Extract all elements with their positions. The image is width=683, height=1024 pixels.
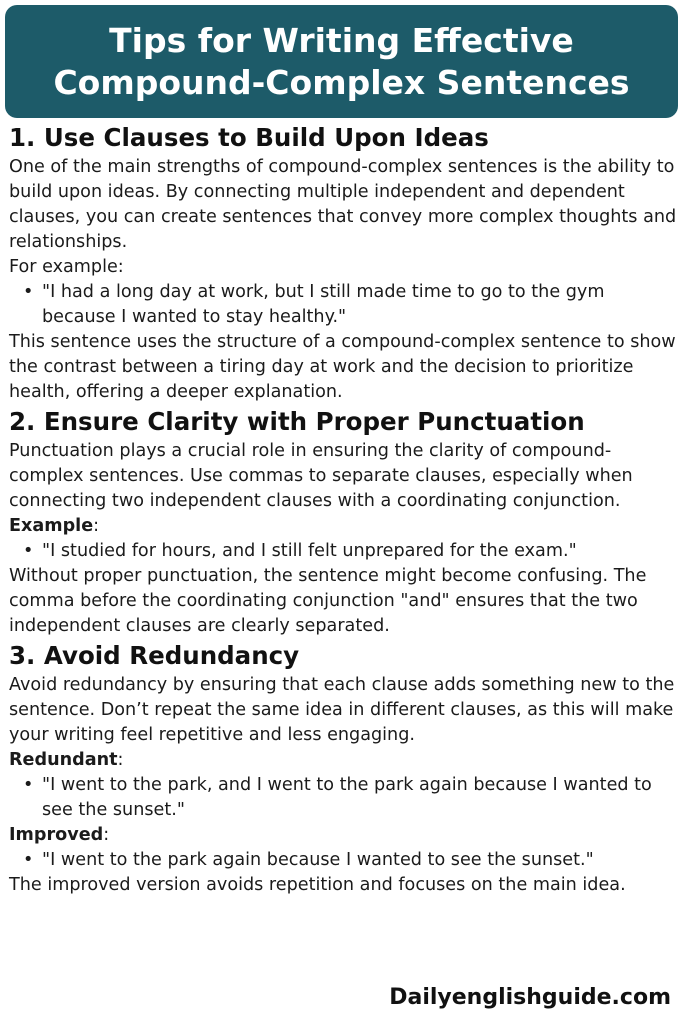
bullet-icon: • <box>23 541 34 561</box>
article-body <box>9 121 677 898</box>
list-item <box>9 848 677 873</box>
example-text: "I went to the park again because I wanted to see the sunset." <box>42 850 594 870</box>
example-text: "I had a long day at work, but I still made time to go to the gym because I wanted to stay healthy." <box>42 282 605 327</box>
site-watermark: Dailyenglishguide.com <box>389 985 671 1010</box>
list-item <box>9 773 677 823</box>
section-2-explanation: Without proper punctuation, the sentence might become confusing. The comma before the coordinating conjunction "and" ensures that the two independent clauses are clearly separated. <box>9 566 647 636</box>
section-2-heading: 2. Ensure Clarity with Proper Punctuation <box>9 407 585 436</box>
bullet-icon: • <box>23 850 34 870</box>
section-3-explanation: The improved version avoids repetition and focuses on the main idea. <box>9 875 626 895</box>
redundant-label-text: Redundant <box>9 750 118 770</box>
section-3-improved-examples <box>9 848 677 873</box>
section-3-redundant-label <box>9 748 677 773</box>
section-1-intro: One of the main strengths of compound-complex sentences is the ability to build upon ideas. By connecting multiple independent and dependent clauses, you can create sentences that convey more complex thoughts and relationships. <box>9 157 677 252</box>
section-1-examples <box>9 280 677 330</box>
improved-label-text: Improved <box>9 825 104 845</box>
bullet-icon: • <box>23 775 34 795</box>
section-2-examples <box>9 539 677 564</box>
section-1-label: For example: <box>9 257 124 277</box>
example-text: "I went to the park, and I went to the park again because I wanted to see the sunset." <box>42 775 652 820</box>
section-1-heading: 1. Use Clauses to Build Upon Ideas <box>9 123 489 152</box>
section-2 <box>9 405 677 639</box>
label-colon: : <box>117 750 124 770</box>
section-3-redundant-examples <box>9 773 677 823</box>
section-2-intro: Punctuation plays a crucial role in ensuring the clarity of compound-complex sentences. Use commas to separate clauses, especially when connecting two independent clauses with a coordinating conjunction. <box>9 441 633 511</box>
section-3 <box>9 639 677 898</box>
section-3-improved-label <box>9 823 677 848</box>
section-2-label-text: Example <box>9 516 94 536</box>
label-colon: : <box>103 825 110 845</box>
bullet-icon: • <box>23 282 34 302</box>
section-1-explanation: This sentence uses the structure of a compound-complex sentence to show the contrast between a tiring day at work and the decision to prioritize health, offering a deeper explanation. <box>9 332 676 402</box>
section-3-heading: 3. Avoid Redundancy <box>9 641 300 670</box>
section-1 <box>9 121 677 405</box>
list-item <box>9 280 677 330</box>
example-text: "I studied for hours, and I still felt unprepared for the exam." <box>42 541 577 561</box>
section-3-intro: Avoid redundancy by ensuring that each clause adds something new to the sentence. Don’t repeat the same idea in different clauses, as this will make your writing feel repetitive and less engaging. <box>9 675 675 745</box>
section-2-label <box>9 514 677 539</box>
title-line-2: Compound-Complex Sentences <box>53 62 630 102</box>
list-item <box>9 539 677 564</box>
title-line-1: Tips for Writing Effective <box>109 20 574 60</box>
label-colon: : <box>93 516 100 536</box>
title-banner <box>5 5 678 118</box>
